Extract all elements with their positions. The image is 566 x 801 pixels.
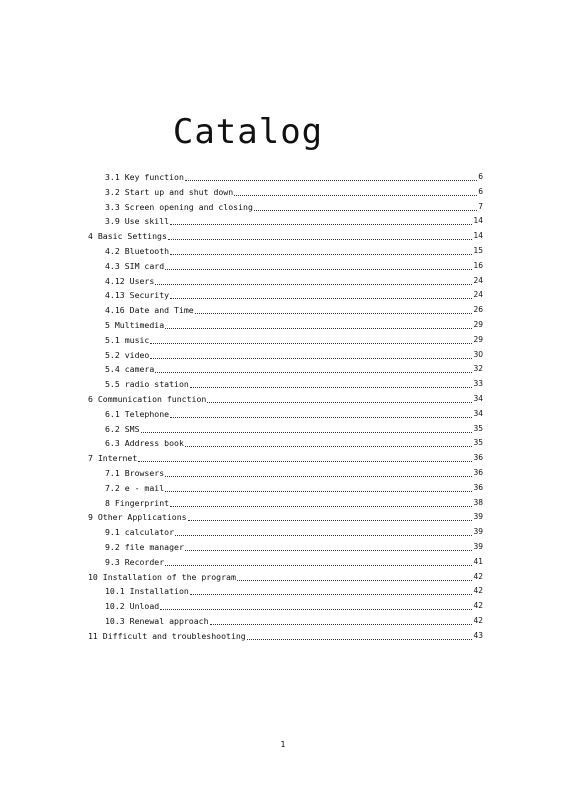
toc-entry-page: 41 [473, 556, 483, 566]
toc-entry[interactable] [105, 170, 483, 184]
toc-dot-leader [155, 284, 472, 285]
toc-entry[interactable] [105, 333, 483, 347]
toc-entry-page: 26 [473, 305, 483, 315]
toc-entry-label: 6.1 Telephone [105, 408, 170, 419]
toc-entry-page: 34 [473, 408, 483, 418]
toc-entry-page: 36 [473, 468, 483, 477]
toc-entry[interactable] [105, 244, 483, 258]
toc-entry-label: 4.12 Users [105, 275, 155, 286]
toc-entry-page: 29 [473, 334, 483, 344]
toc-dot-leader [168, 239, 473, 240]
toc-entry-label: 11 Difficult and troubleshooting [88, 630, 246, 641]
toc-entry-label: 10.3 Renewal approach [105, 616, 209, 626]
toc-entry-page: 39 [473, 542, 483, 551]
toc-entry-label: 10.2 Unload [105, 601, 160, 612]
toc-entry-label: 3.1 Key function [105, 172, 184, 182]
page-number: 1 [280, 740, 286, 749]
toc-entry-label: 3.9 Use skill [105, 216, 170, 227]
toc-dot-leader [237, 580, 473, 581]
toc-entry-label: 7.2 e - mail [105, 482, 165, 493]
toc-dot-leader [141, 432, 473, 433]
toc-entry-page: 36 [473, 482, 483, 492]
toc-entry-label: 4.16 Date and Time [105, 305, 194, 316]
toc-entry-label: 5.5 radio station [105, 379, 189, 390]
toc-entry-label: 9.1 calculator [105, 527, 175, 538]
toc-entry-page: 39 [473, 527, 483, 537]
toc-entry[interactable] [88, 629, 483, 643]
toc-entry[interactable] [88, 229, 483, 243]
toc-entry-label: 10 Installation of the program [88, 571, 236, 582]
toc-dot-leader [170, 224, 472, 225]
toc-entry-page: 42 [473, 586, 483, 596]
toc-entry-page: 24 [473, 290, 483, 300]
toc-entry-label: 9.2 file manager [105, 542, 184, 552]
toc-dot-leader [170, 254, 472, 255]
toc-entry-label: 9.3 Recorder [105, 556, 165, 567]
toc-entry-page: 6 [478, 186, 483, 196]
toc-entry-label: 3.3 Screen opening and closing [105, 201, 253, 212]
toc-dot-leader [160, 609, 472, 610]
toc-entry[interactable] [88, 510, 483, 524]
toc-entry-label: 8 Fingerprint [105, 497, 170, 508]
toc-dot-leader [254, 210, 477, 211]
toc-entry-label: 10.1 Installation [105, 586, 189, 597]
toc-entry[interactable] [88, 392, 483, 406]
catalog-title: Catalog [172, 112, 324, 152]
toc-entry-page: 24 [473, 275, 483, 285]
toc-entry-page: 6 [478, 172, 483, 181]
toc-entry-label: 4.13 Security [105, 290, 170, 301]
toc-entry[interactable] [105, 525, 483, 539]
toc-dot-leader [150, 343, 472, 344]
toc-entry-page: 15 [473, 246, 483, 255]
toc-entry-page: 30 [473, 349, 483, 359]
toc-entry[interactable] [105, 436, 483, 450]
toc-entry[interactable] [105, 288, 483, 302]
toc-entry[interactable] [105, 303, 483, 317]
toc-entry[interactable] [105, 481, 483, 495]
toc-entry-page: 39 [473, 512, 483, 522]
toc-dot-leader [165, 476, 472, 477]
toc-entry-page: 29 [473, 320, 483, 329]
toc-entry-page: 16 [473, 260, 483, 270]
toc-entry-label: 4 Basic Settings [88, 231, 167, 242]
toc-dot-leader [150, 358, 472, 359]
toc-entry[interactable] [105, 540, 483, 554]
toc-entry-label: 5.2 video [105, 349, 150, 360]
toc-dot-leader [190, 594, 473, 595]
toc-entry-page: 42 [473, 571, 483, 581]
toc-entry[interactable] [105, 496, 483, 510]
toc-entry[interactable] [105, 185, 483, 199]
toc-entry[interactable] [105, 614, 483, 628]
toc-entry[interactable] [105, 422, 483, 436]
toc-entry[interactable] [105, 318, 483, 332]
toc-entry[interactable] [105, 214, 483, 228]
toc-dot-leader [170, 506, 472, 507]
toc-dot-leader [234, 195, 477, 196]
toc-dot-leader [170, 417, 472, 418]
toc-entry-page: 34 [473, 394, 483, 403]
toc-entry-page: 7 [478, 201, 483, 211]
toc-entry-page: 14 [473, 231, 483, 241]
toc-dot-leader [175, 535, 472, 536]
toc-entry[interactable] [105, 274, 483, 288]
toc-entry-label: 5.1 music [105, 334, 150, 345]
toc-entry-label: 9 Other Applications [88, 512, 187, 523]
toc-entry-label: 5 Multimedia [105, 320, 165, 330]
toc-dot-leader [185, 180, 477, 181]
toc-entry[interactable] [105, 555, 483, 569]
toc-dot-leader [207, 402, 472, 403]
toc-dot-leader [195, 313, 473, 314]
toc-entry[interactable] [105, 362, 483, 376]
toc-entry-label: 4.2 Bluetooth [105, 246, 170, 256]
toc-entry-label: 6.2 SMS [105, 423, 140, 434]
toc-entry-label: 3.2 Start up and shut down [105, 186, 234, 197]
toc-dot-leader [155, 372, 472, 373]
toc-entry-page: 38 [473, 497, 483, 507]
toc-entry[interactable] [105, 200, 483, 214]
toc-entry[interactable] [105, 584, 483, 598]
toc-entry[interactable] [105, 348, 483, 362]
toc-dot-leader [190, 387, 473, 388]
toc-entry-page: 42 [473, 616, 483, 625]
toc-dot-leader [185, 550, 473, 551]
toc-dot-leader [188, 520, 473, 521]
toc-dot-leader [165, 565, 472, 566]
toc-entry[interactable] [88, 570, 483, 584]
toc-dot-leader [170, 298, 472, 299]
toc-dot-leader [210, 624, 473, 625]
toc-dot-leader [138, 461, 472, 462]
toc-dot-leader [165, 491, 472, 492]
toc-dot-leader [165, 269, 472, 270]
toc-entry-page: 36 [473, 453, 483, 463]
toc-entry[interactable] [105, 466, 483, 480]
toc-entry-page: 35 [473, 423, 483, 433]
toc-entry-page: 42 [473, 601, 483, 611]
toc-entry-label: 5.4 camera [105, 364, 155, 375]
toc-entry-label: 6.3 Address book [105, 438, 184, 449]
toc-entry[interactable] [88, 451, 483, 465]
toc-entry-label: 7.1 Browsers [105, 468, 165, 478]
toc-entry-label: 7 Internet [88, 453, 138, 464]
toc-entry-page: 35 [473, 438, 483, 448]
toc-entry[interactable] [105, 407, 483, 421]
toc-entry[interactable] [105, 599, 483, 613]
toc-entry-page: 43 [473, 630, 483, 640]
toc-dot-leader [185, 446, 473, 447]
toc-entry-page: 33 [473, 379, 483, 389]
toc-dot-leader [165, 328, 472, 329]
toc-entry[interactable] [105, 259, 483, 273]
toc-entry-label: 6 Communication function [88, 394, 207, 404]
toc-entry[interactable] [105, 377, 483, 391]
toc-entry-page: 14 [473, 216, 483, 226]
toc-dot-leader [247, 639, 473, 640]
toc-entry-label: 4.3 SIM card [105, 260, 165, 271]
toc-entry-page: 32 [473, 364, 483, 374]
